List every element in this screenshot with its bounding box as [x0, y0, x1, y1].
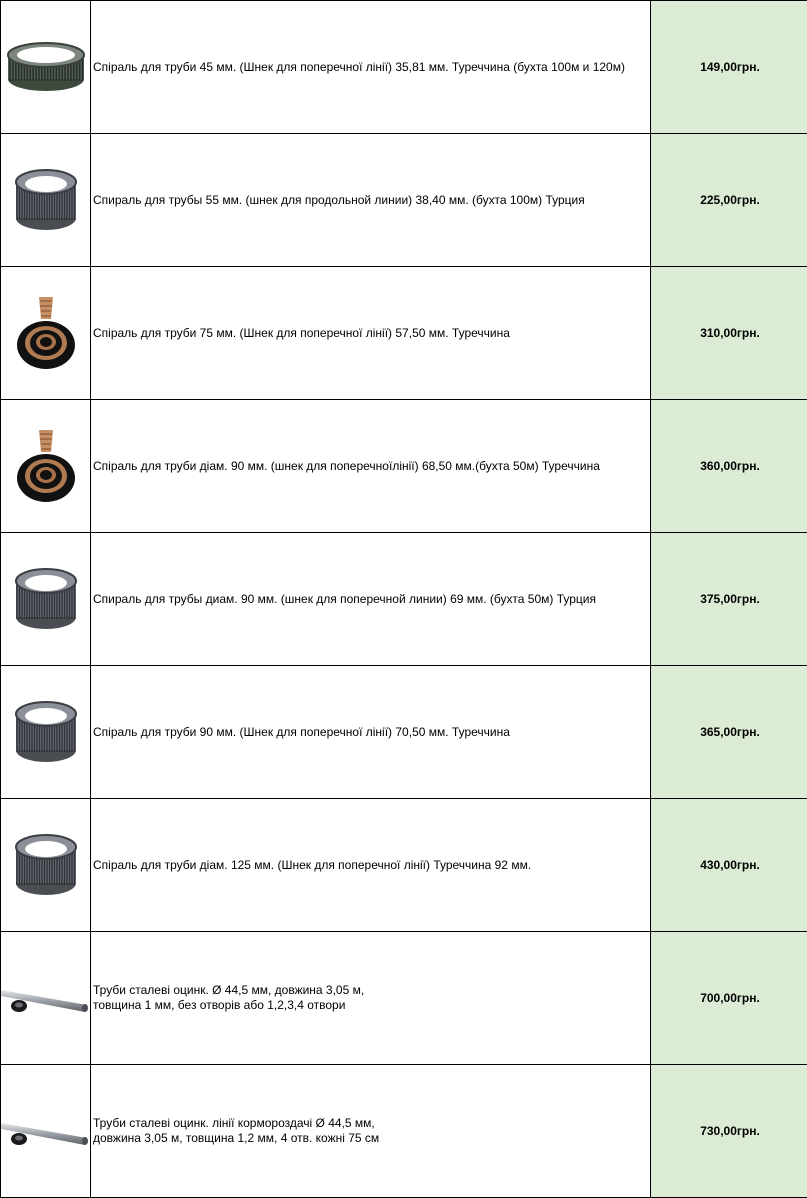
table-row: [1, 400, 807, 533]
product-image-cell: [1, 1, 91, 134]
flat-spiral-icon: [1, 291, 90, 375]
table-row: [1, 533, 807, 666]
product-price: 365,00грн.: [651, 666, 807, 799]
product-price: 225,00грн.: [651, 134, 807, 267]
table-row: [1, 1, 807, 134]
product-description: Спіраль для труби 45 мм. (Шнек для поперечної лінії) 35,81 мм. Туреччина (бухта 100м и 120м): [93, 60, 650, 75]
spiral-coil-icon: [1, 563, 90, 635]
product-price: 700,00грн.: [651, 932, 807, 1065]
table-row: [1, 134, 807, 267]
product-description: Спіраль для труби діам. 90 мм. (шнек для поперечноїлінії) 68,50 мм.(бухта 50м) Туреччина: [93, 459, 650, 474]
table-row: [1, 932, 807, 1065]
table-row: [1, 267, 807, 400]
product-price: 430,00грн.: [651, 799, 807, 932]
product-description-cell: [91, 1, 651, 134]
product-price: 310,00грн.: [651, 267, 807, 400]
product-description: Спіраль для труби діам. 125 мм. (Шнек для поперечної лінії) Туреччина 92 мм.: [93, 858, 650, 873]
flat-spiral-icon: [1, 424, 90, 508]
spiral-coil-icon: [1, 164, 90, 236]
product-description-cell: [91, 400, 651, 533]
product-description-cell: [91, 267, 651, 400]
product-price: 375,00грн.: [651, 533, 807, 666]
product-price: 730,00грн.: [651, 1065, 807, 1198]
product-description: Спираль для трубы диам. 90 мм. (шнек для поперечной линии) 69 мм. (бухта 50м) Турция: [93, 592, 650, 607]
product-description: Спіраль для труби 90 мм. (Шнек для поперечної лінії) 70,50 мм. Туреччина: [93, 725, 650, 740]
product-description: товщина 1 мм, без отворів або 1,2,3,4 отвори: [93, 998, 650, 1013]
table-row: [1, 666, 807, 799]
product-image-cell: [1, 533, 91, 666]
product-image-cell: [1, 267, 91, 400]
steel-pipe-icon: [1, 1101, 90, 1161]
spiral-coil-icon: [1, 829, 90, 901]
product-description-cell: [91, 533, 651, 666]
product-description: Спираль для трубы 55 мм. (шнек для продольной линии) 38,40 мм. (бухта 100м) Турция: [93, 193, 650, 208]
product-image-cell: [1, 666, 91, 799]
spiral-coil-icon: [1, 696, 90, 768]
product-description-cell: [91, 799, 651, 932]
spiral-band-icon: [1, 37, 90, 97]
table-row: [1, 799, 807, 932]
product-description: Спіраль для труби 75 мм. (Шнек для поперечної лінії) 57,50 мм. Туреччина: [93, 326, 650, 341]
product-image-cell: [1, 799, 91, 932]
product-description-cell: [91, 932, 651, 1065]
product-description: довжина 3,05 м, товщина 1,2 мм, 4 отв. кожні 75 см: [93, 1131, 650, 1146]
steel-pipe-icon: [1, 968, 90, 1028]
product-price: 360,00грн.: [651, 400, 807, 533]
product-description-cell: [91, 134, 651, 267]
product-description-cell: [91, 666, 651, 799]
product-description: Труби сталеві оцинк. Ø 44,5 мм, довжина 3,05 м,: [93, 983, 650, 998]
product-image-cell: [1, 400, 91, 533]
product-price: 149,00грн.: [651, 1, 807, 134]
product-image-cell: [1, 134, 91, 267]
price-table-body: [1, 1, 807, 1198]
product-description: Труби сталеві оцинк. лінії кормороздачі Ø 44,5 мм,: [93, 1116, 650, 1131]
product-image-cell: [1, 932, 91, 1065]
